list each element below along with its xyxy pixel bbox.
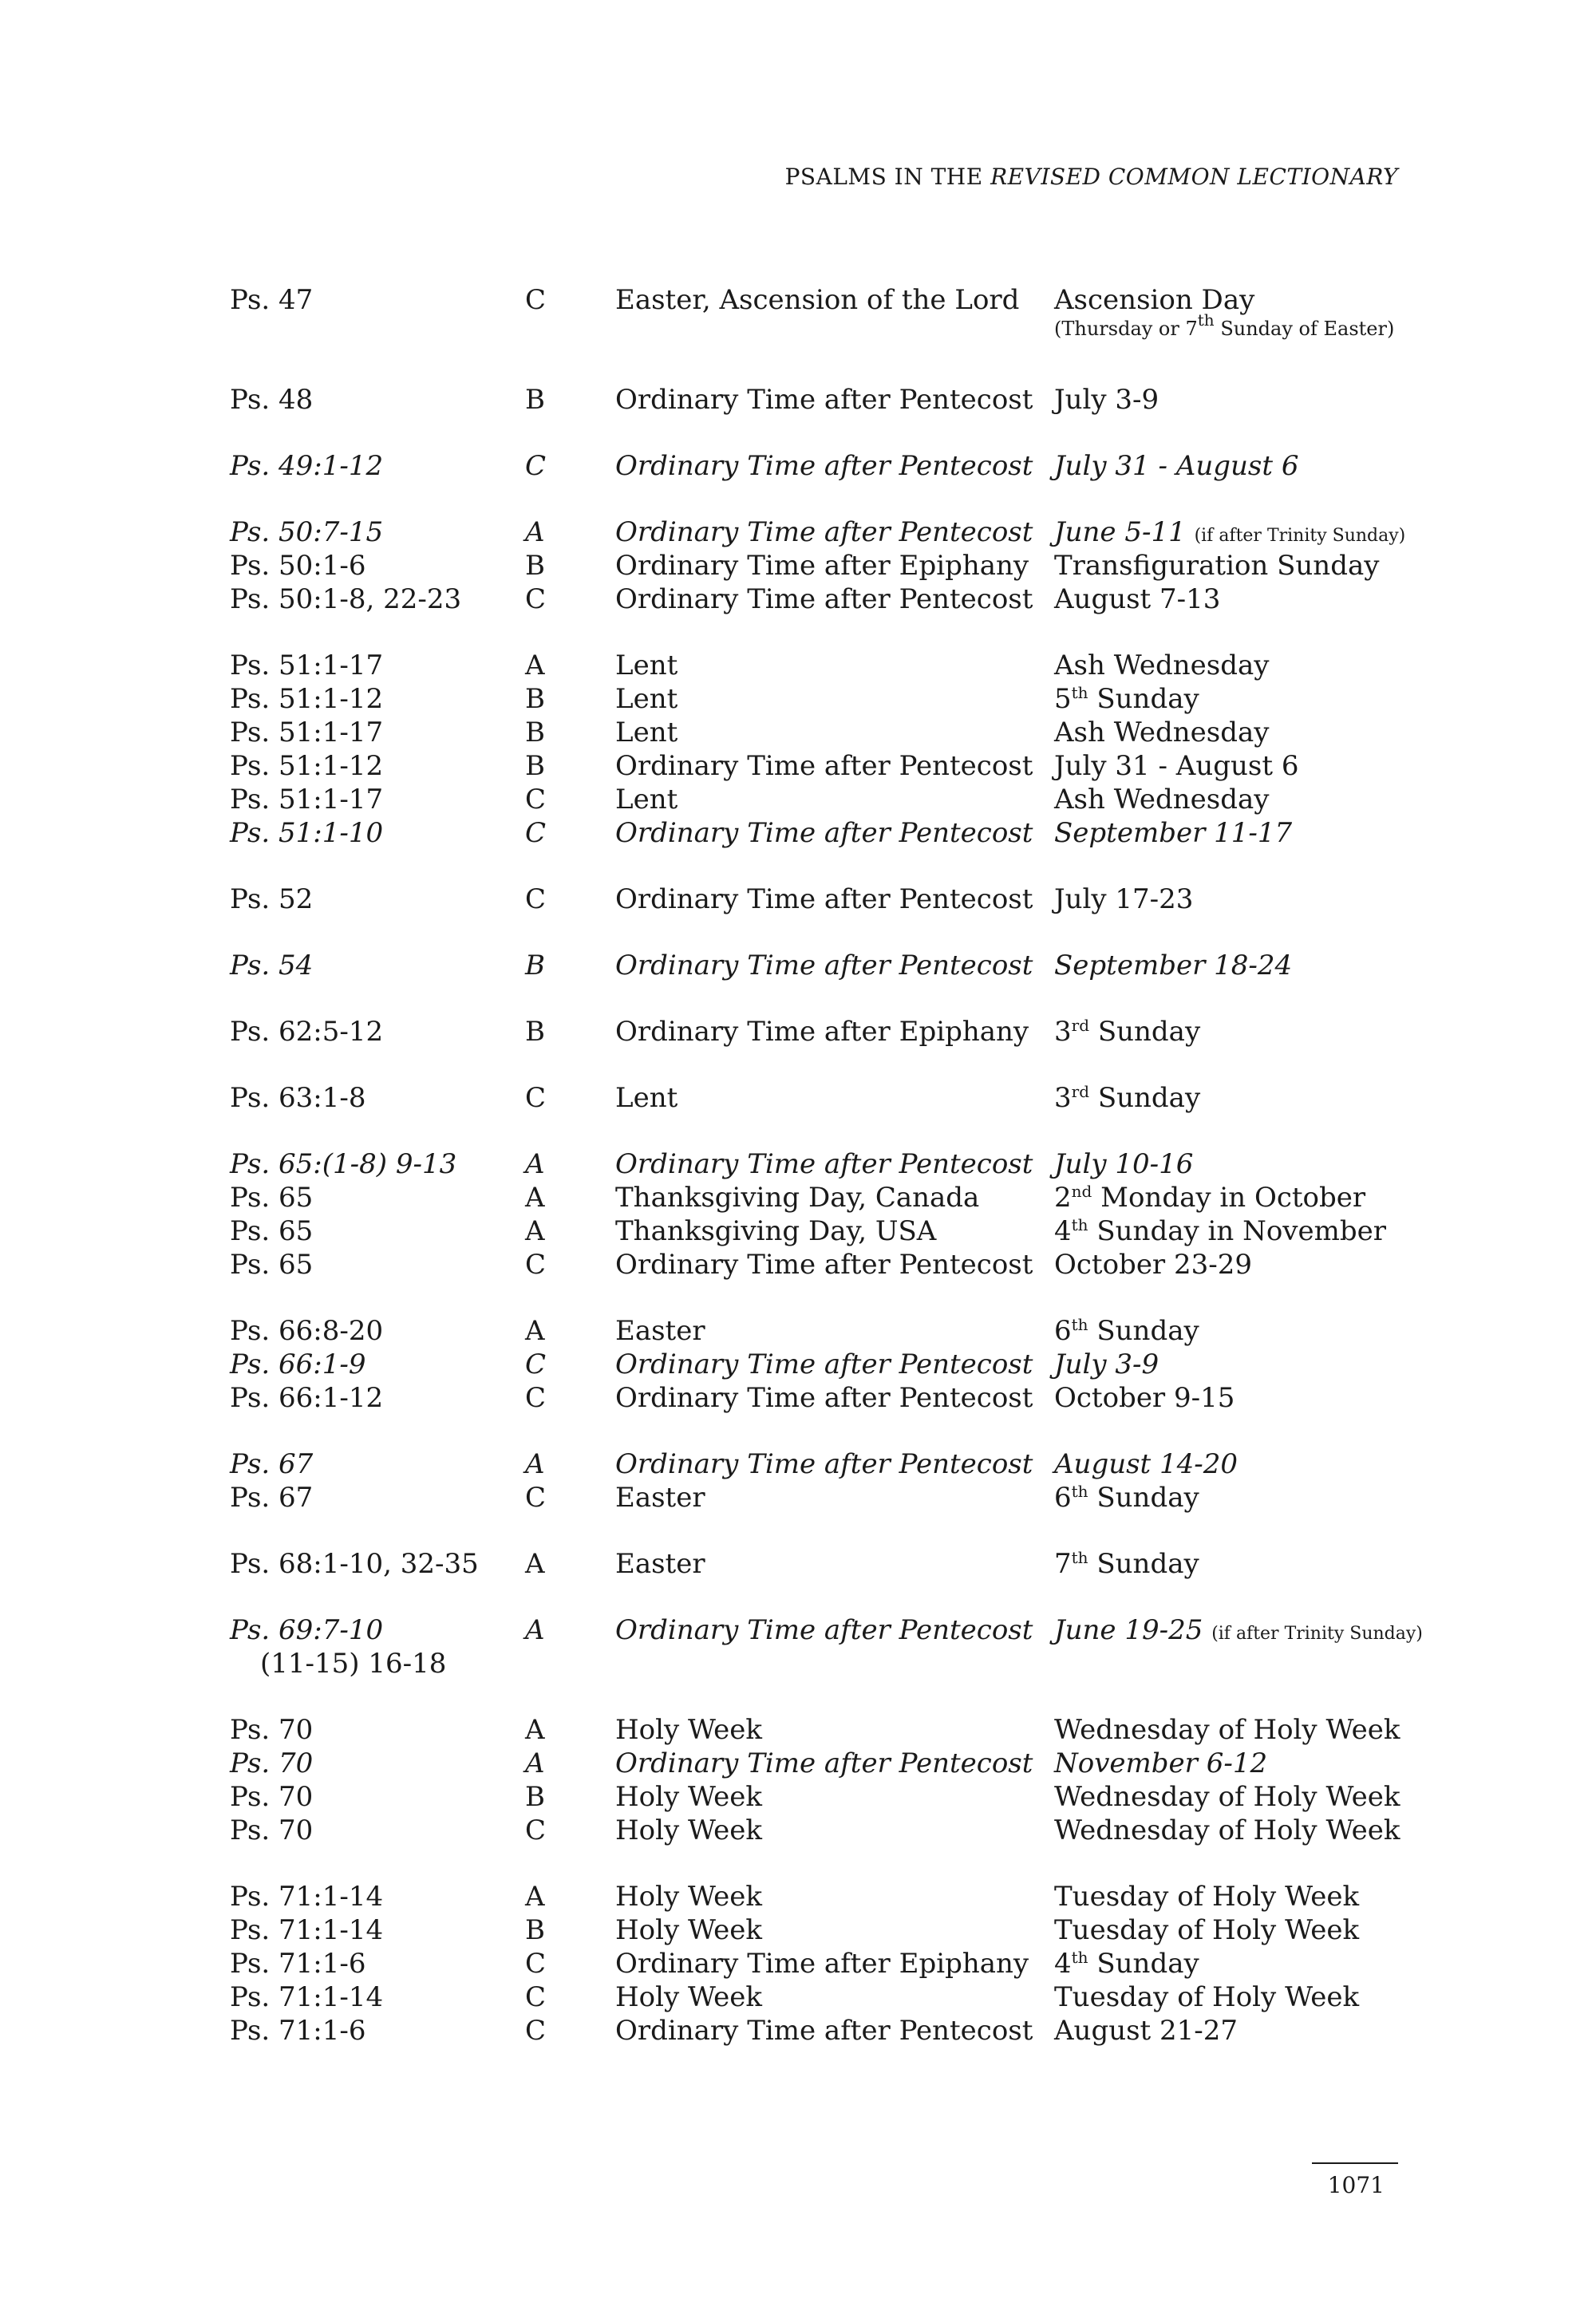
psalm-reference: Ps. 71:1-6 <box>230 1948 366 1980</box>
occasion <box>1054 283 1394 341</box>
folio-rule <box>1312 2162 1398 2164</box>
occasion-text: June 19-25 <box>1054 1614 1203 1646</box>
occasion-text: Tuesday of Holy Week <box>1054 1881 1360 1913</box>
lectionary-year: A <box>525 1215 545 1247</box>
liturgical-season: Ordinary Time after Pentecost <box>615 1382 1033 1414</box>
lectionary-year: C <box>525 1349 547 1380</box>
liturgical-season: Ordinary Time after Epiphany <box>615 550 1029 582</box>
occasion <box>1054 1481 1199 1514</box>
liturgical-season: Ordinary Time after Pentecost <box>615 516 1033 548</box>
occasion <box>1054 1015 1200 1048</box>
liturgical-season: Thanksgiving Day, Canada <box>615 1182 980 1214</box>
psalm-reference: Ps. 54 <box>230 950 314 981</box>
lectionary-year: C <box>525 784 547 815</box>
occasion-text: October 9-15 <box>1054 1382 1235 1414</box>
occasion-text: Sunday <box>1088 683 1199 715</box>
lectionary-year: A <box>525 1148 545 1180</box>
table-row <box>230 515 1411 549</box>
psalm-reference: Ps. 65 <box>230 1215 314 1247</box>
occasion <box>1054 783 1269 816</box>
liturgical-season: Ordinary Time after Pentecost <box>615 583 1033 615</box>
occasion-note: (if after Trinity Sunday) <box>1211 1624 1423 1644</box>
psalm-reference: Ps. 51:1-10 <box>230 817 384 849</box>
lectionary-year: C <box>525 1814 547 1846</box>
table-group <box>230 449 1411 483</box>
lectionary-year: C <box>525 1482 547 1514</box>
occasion-text: Wednesday of Holy Week <box>1054 1714 1400 1746</box>
occasion <box>1054 1947 1199 1980</box>
liturgical-season: Easter <box>615 1482 705 1514</box>
occasion <box>1054 1780 1400 1814</box>
table-row <box>230 816 1411 850</box>
psalm-reference: Ps. 52 <box>230 883 314 915</box>
ordinal-suffix: th <box>1071 1215 1088 1234</box>
psalm-reference: Ps. 68:1-10, 32-35 <box>230 1548 479 1580</box>
occasion <box>1054 1214 1386 1248</box>
occasion <box>1054 883 1193 916</box>
table-row <box>230 883 1411 916</box>
occasion <box>1054 1181 1365 1214</box>
table-row <box>230 582 1411 616</box>
table-row <box>230 1314 1411 1348</box>
lectionary-year: C <box>525 583 547 615</box>
occasion-ordinal: 6 <box>1054 1315 1072 1347</box>
occasion-text: Sunday in November <box>1088 1215 1387 1247</box>
occasion-text: Sunday <box>1089 1082 1201 1114</box>
psalm-reference: Ps. 67 <box>230 1482 314 1514</box>
lectionary-year: A <box>525 1881 545 1913</box>
occasion-ordinal: 3 <box>1054 1082 1072 1114</box>
lectionary-year: B <box>525 1781 545 1813</box>
liturgical-season: Holy Week <box>615 1981 763 2013</box>
psalm-reference: Ps. 65 <box>230 1249 314 1281</box>
occasion <box>1054 549 1379 582</box>
liturgical-season: Holy Week <box>615 1881 763 1913</box>
psalm-reference: Ps. 50:1-8, 22-23 <box>230 583 462 615</box>
psalm-reference: Ps. 71:1-14 <box>230 1914 384 1946</box>
lectionary-year: A <box>525 1714 545 1746</box>
liturgical-season: Ordinary Time after Pentecost <box>615 2015 1033 2047</box>
table-group <box>230 1713 1411 1847</box>
occasion <box>1054 1147 1193 1181</box>
table-row <box>230 1214 1411 1248</box>
table-row <box>230 1547 1411 1581</box>
table-row <box>230 682 1411 716</box>
psalm-reference: Ps. 50:7-15 <box>230 516 384 548</box>
lectionary-year: C <box>525 2015 547 2047</box>
ordinal-suffix: th <box>1071 683 1088 702</box>
liturgical-season: Holy Week <box>615 1714 763 1746</box>
psalm-reference: Ps. 71:1-14 <box>230 1881 384 1913</box>
running-head-italic: REVISED COMMON LECTIONARY <box>990 164 1398 190</box>
liturgical-season: Thanksgiving Day, USA <box>615 1215 937 1247</box>
ordinal-suffix: th <box>1071 1548 1088 1567</box>
occasion-text: Sunday <box>1088 1548 1199 1580</box>
occasion-ordinal: 7 <box>1054 1548 1072 1580</box>
lectionary-year: B <box>525 550 545 582</box>
lectionary-year: B <box>525 683 545 715</box>
liturgical-season: Ordinary Time after Pentecost <box>615 1747 1033 1779</box>
psalm-reference: Ps. 71:1-6 <box>230 2015 366 2047</box>
table-group <box>230 949 1411 982</box>
running-head <box>785 164 1398 190</box>
lectionary-year: A <box>525 1448 545 1480</box>
table-row <box>230 2014 1411 2047</box>
table-row <box>230 449 1411 483</box>
lectionary-year: B <box>525 1016 545 1048</box>
psalm-reference: Ps. 49:1-12 <box>230 450 384 482</box>
liturgical-season: Lent <box>615 717 678 748</box>
lectionary-year: B <box>525 1914 545 1946</box>
table-group <box>230 1147 1411 1281</box>
occasion <box>1054 1814 1400 1847</box>
lectionary-year: C <box>525 1249 547 1281</box>
occasion-text: July 3-9 <box>1054 1349 1159 1380</box>
liturgical-season: Easter <box>615 1548 705 1580</box>
lectionary-year: C <box>525 1981 547 2013</box>
psalm-reference: Ps. 67 <box>230 1448 314 1480</box>
occasion-note: (if after Trinity Sunday) <box>1194 526 1406 546</box>
table-group <box>230 1314 1411 1415</box>
occasion-text: July 10-16 <box>1054 1148 1194 1180</box>
ordinal-suffix: rd <box>1071 1016 1090 1035</box>
occasion-text: September 18-24 <box>1054 950 1293 981</box>
liturgical-season: Holy Week <box>615 1781 763 1813</box>
running-head-prefix: PSALMS IN THE <box>784 164 983 190</box>
table-row <box>230 1747 1411 1780</box>
occasion-text: August 14-20 <box>1054 1448 1238 1480</box>
occasion <box>1054 1314 1199 1348</box>
liturgical-season: Ordinary Time after Pentecost <box>615 1614 1033 1646</box>
table-row <box>230 1248 1411 1281</box>
psalm-reference: Ps. 51:1-12 <box>230 683 384 715</box>
occasion <box>1054 1547 1199 1581</box>
lectionary-year: C <box>525 883 547 915</box>
psalm-reference: Ps. 70 <box>230 1747 314 1779</box>
liturgical-season: Easter <box>615 1315 705 1347</box>
table-group <box>230 649 1411 850</box>
liturgical-season: Lent <box>615 683 678 715</box>
occasion <box>1054 1381 1235 1415</box>
occasion-subnote <box>1054 310 1395 341</box>
psalm-reference: Ps. 65:(1-8) 9-13 <box>230 1148 457 1180</box>
occasion-text: Wednesday of Holy Week <box>1054 1781 1400 1813</box>
table-row <box>230 1613 1423 1680</box>
liturgical-season: Ordinary Time after Epiphany <box>615 1016 1029 1048</box>
ordinal-suffix: th <box>1071 1315 1088 1334</box>
lectionary-year: A <box>525 516 545 548</box>
table-row <box>230 1980 1411 2014</box>
occasion-text: Sunday <box>1089 1016 1201 1048</box>
occasion <box>1054 1447 1238 1481</box>
psalm-reference: Ps. 51:1-12 <box>230 750 384 782</box>
occasion-text: September 11-17 <box>1054 817 1293 849</box>
occasion <box>1054 816 1292 850</box>
liturgical-season: Ordinary Time after Pentecost <box>615 950 1033 981</box>
lectionary-year: C <box>525 450 547 482</box>
lectionary-year: A <box>525 1315 545 1347</box>
liturgical-season: Ordinary Time after Pentecost <box>615 1148 1033 1180</box>
table-row <box>230 1348 1411 1381</box>
occasion <box>1054 1913 1359 1947</box>
table-row <box>230 1481 1411 1514</box>
occasion-ordinal: 6 <box>1054 1482 1072 1514</box>
table-row <box>230 1181 1411 1214</box>
table-group <box>230 1081 1411 1115</box>
lectionary-year: C <box>525 284 547 316</box>
occasion <box>1054 949 1292 982</box>
occasion-text: November 6-12 <box>1054 1747 1268 1779</box>
ordinal-suffix: th <box>1197 310 1215 330</box>
occasion-text: Wednesday of Holy Week <box>1054 1814 1400 1846</box>
psalm-reference-continued: (11-15) 16-18 <box>260 1648 447 1680</box>
lectionary-year: A <box>525 650 545 681</box>
table-row <box>230 1780 1411 1814</box>
occasion-text: Transfiguration Sunday <box>1054 550 1380 582</box>
psalm-reference: Ps. 69:7-10 <box>230 1614 384 1646</box>
occasion-text: Sunday <box>1088 1948 1199 1980</box>
liturgical-season: Ordinary Time after Epiphany <box>615 1948 1029 1980</box>
occasion-text: October 23-29 <box>1054 1249 1253 1281</box>
table-row <box>230 383 1411 417</box>
liturgical-season: Ordinary Time after Pentecost <box>615 1448 1033 1480</box>
psalm-reference: Ps. 62:5-12 <box>230 1016 384 1048</box>
table-row <box>230 649 1411 682</box>
table-row <box>230 1913 1411 1947</box>
table-row <box>230 1814 1411 1847</box>
subnote-text-after: Sunday of Easter) <box>1214 318 1395 340</box>
occasion-ordinal: 4 <box>1054 1215 1072 1247</box>
occasion-ordinal: 5 <box>1054 683 1072 715</box>
table-group <box>230 1880 1411 2047</box>
table-row <box>230 1147 1411 1181</box>
table-row <box>230 1713 1411 1747</box>
liturgical-season: Lent <box>615 784 678 815</box>
table-row <box>230 549 1411 582</box>
occasion <box>1054 582 1220 616</box>
occasion-text: August 21-27 <box>1054 2015 1238 2047</box>
occasion <box>1054 1081 1200 1115</box>
subnote-text: (Thursday or 7 <box>1054 318 1198 340</box>
lectionary-year: A <box>525 1614 545 1646</box>
psalm-reference: Ps. 70 <box>230 1714 314 1746</box>
occasion <box>1054 1713 1400 1747</box>
occasion-text: July 31 - August 6 <box>1054 750 1299 782</box>
liturgical-season: Ordinary Time after Pentecost <box>615 817 1033 849</box>
table-group <box>230 515 1411 616</box>
occasion-text: July 3-9 <box>1054 384 1159 416</box>
occasion-ordinal: 4 <box>1054 1948 1072 1980</box>
occasion-text: Tuesday of Holy Week <box>1054 1981 1360 2013</box>
occasion-text: July 31 - August 6 <box>1054 450 1299 482</box>
psalm-reference: Ps. 48 <box>230 384 314 416</box>
table-group <box>230 883 1411 916</box>
table-group <box>230 1613 1423 1680</box>
ordinal-suffix: th <box>1071 1482 1088 1501</box>
psalm-reference: Ps. 66:1-9 <box>230 1349 366 1380</box>
lectionary-year: A <box>525 1548 545 1580</box>
occasion-ordinal: 3 <box>1054 1016 1072 1048</box>
occasion <box>1054 2014 1238 2047</box>
table-row <box>230 1880 1411 1913</box>
psalm-reference: Ps. 51:1-17 <box>230 784 384 815</box>
occasion-text: Sunday <box>1088 1482 1199 1514</box>
table-group <box>230 1547 1411 1581</box>
liturgical-season: Holy Week <box>615 1814 763 1846</box>
psalm-reference: Ps. 71:1-14 <box>230 1981 384 2013</box>
lectionary-year: C <box>525 1382 547 1414</box>
table-row <box>230 1015 1411 1048</box>
ordinal-suffix: th <box>1071 1948 1088 1967</box>
liturgical-season: Ordinary Time after Pentecost <box>615 1249 1033 1281</box>
occasion-text: June 5-11 <box>1054 516 1186 548</box>
table-row <box>230 1081 1411 1115</box>
table-row <box>230 1447 1411 1481</box>
page-number: 1071 <box>1327 2172 1385 2198</box>
occasion-text: Ascension Day <box>1054 284 1255 316</box>
table-row <box>230 283 1411 350</box>
table-row <box>230 949 1411 982</box>
occasion-text: Ash Wednesday <box>1054 650 1270 681</box>
lectionary-year: B <box>525 750 545 782</box>
occasion <box>1054 1348 1159 1381</box>
liturgical-season: Ordinary Time after Pentecost <box>615 750 1033 782</box>
occasion <box>1054 1880 1359 1913</box>
occasion <box>1054 682 1199 716</box>
ordinal-suffix: rd <box>1071 1082 1090 1101</box>
occasion-text: July 17-23 <box>1054 883 1194 915</box>
table-group <box>230 1447 1411 1514</box>
liturgical-season: Holy Week <box>615 1914 763 1946</box>
table-row <box>230 783 1411 816</box>
table-row <box>230 716 1411 749</box>
occasion <box>1054 1980 1359 2014</box>
liturgical-season: Lent <box>615 1082 678 1114</box>
psalm-reference: Ps. 47 <box>230 284 314 316</box>
occasion-text: August 7-13 <box>1054 583 1221 615</box>
liturgical-season: Lent <box>615 650 678 681</box>
ordinal-suffix: nd <box>1071 1182 1092 1201</box>
table-group <box>230 1015 1411 1048</box>
lectionary-year: A <box>525 1182 545 1214</box>
table-row <box>230 1381 1411 1415</box>
liturgical-season: Ordinary Time after Pentecost <box>615 883 1033 915</box>
psalm-reference: Ps. 51:1-17 <box>230 650 384 681</box>
psalm-reference: Ps. 70 <box>230 1814 314 1846</box>
lectionary-year: A <box>525 1747 545 1779</box>
occasion <box>1054 1747 1267 1780</box>
occasion <box>1054 1248 1252 1281</box>
lectionary-year: C <box>525 1082 547 1114</box>
table-row <box>230 749 1411 783</box>
psalm-reference: Ps. 63:1-8 <box>230 1082 366 1114</box>
liturgical-season: Ordinary Time after Pentecost <box>615 384 1033 416</box>
liturgical-season: Ordinary Time after Pentecost <box>615 1349 1033 1380</box>
lectionary-year: B <box>525 717 545 748</box>
lectionary-year: C <box>525 817 547 849</box>
psalm-reference: Ps. 51:1-17 <box>230 717 384 748</box>
occasion-ordinal: 2 <box>1054 1182 1072 1214</box>
psalm-reference: Ps. 66:1-12 <box>230 1382 384 1414</box>
lectionary-year: B <box>525 384 545 416</box>
table-row <box>230 1947 1411 1980</box>
occasion-text: Monday in October <box>1092 1182 1366 1214</box>
psalm-reference: Ps. 66:8-20 <box>230 1315 384 1347</box>
occasion <box>1054 716 1269 749</box>
occasion-text: Ash Wednesday <box>1054 717 1270 748</box>
lectionary-year: C <box>525 1948 547 1980</box>
table-group <box>230 383 1411 417</box>
lectionary-year: B <box>525 950 545 981</box>
psalm-reference: Ps. 65 <box>230 1182 314 1214</box>
psalm-reference: Ps. 70 <box>230 1781 314 1813</box>
occasion <box>1054 449 1298 483</box>
occasion <box>1054 749 1298 783</box>
liturgical-season: Easter, Ascension of the Lord <box>615 284 1020 316</box>
occasion-text: Ash Wednesday <box>1054 784 1270 815</box>
lectionary-table <box>230 283 1423 2080</box>
occasion <box>1054 1613 1423 1651</box>
occasion <box>1054 383 1159 417</box>
occasion-text: Tuesday of Holy Week <box>1054 1914 1360 1946</box>
occasion <box>1054 515 1405 553</box>
table-group <box>230 283 1411 350</box>
occasion <box>1054 649 1269 682</box>
psalm-reference: Ps. 50:1-6 <box>230 550 366 582</box>
liturgical-season: Ordinary Time after Pentecost <box>615 450 1033 482</box>
occasion-text: Sunday <box>1088 1315 1199 1347</box>
